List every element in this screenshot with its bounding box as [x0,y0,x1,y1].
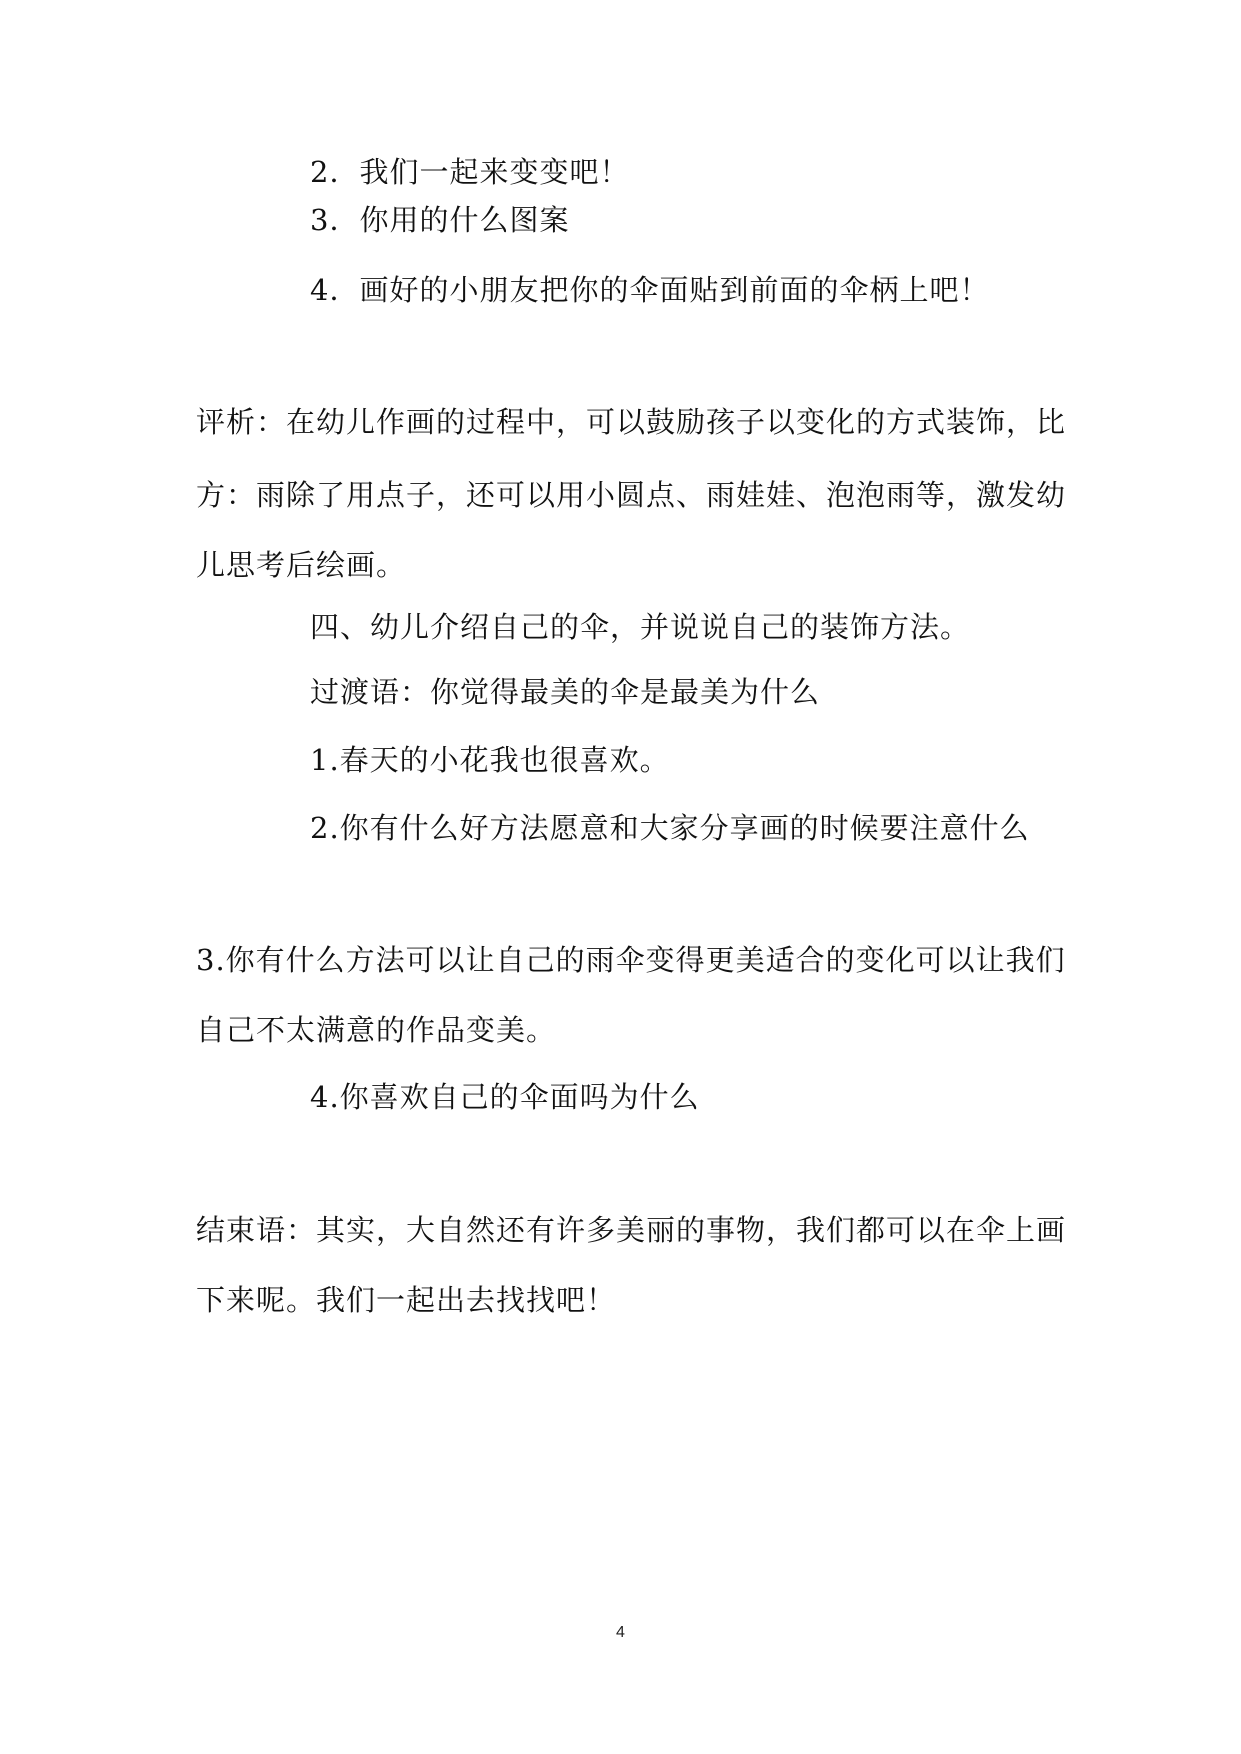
list-item-4: 4．画好的小朋友把你的伞面贴到前面的伞柄上吧！ [310,273,990,307]
commentary-paragraph-line-2: 方：雨除了用点子，还可以用小圆点、雨娃娃、泡泡雨等，激发幼 [196,478,1067,512]
page-number: 4 [616,1624,625,1641]
list-item-2: 2．我们一起来变变吧！ [310,155,630,189]
question-item-2: 2.你有什么好方法愿意和大家分享画的时候要注意什么 [310,811,1030,845]
commentary-paragraph-line-3: 儿思考后绘画。 [196,548,407,582]
question-item-3-line-1: 3.你有什么方法可以让自己的雨伞变得更美适合的变化可以让我们 [196,943,1066,977]
closing-paragraph-line-1: 结束语：其实，大自然还有许多美丽的事物，我们都可以在伞上画 [196,1213,1067,1247]
section-heading-four: 四、幼儿介绍自己的伞，并说说自己的装饰方法。 [310,610,971,644]
question-item-3-line-2: 自己不太满意的作品变美。 [196,1013,557,1047]
transition-line: 过渡语：你觉得最美的伞是最美为什么 [310,675,821,709]
closing-paragraph-line-2: 下来呢。我们一起出去找找吧！ [196,1283,617,1317]
list-item-3: 3．你用的什么图案 [310,203,570,237]
commentary-paragraph-line-1: 评析：在幼儿作画的过程中，可以鼓励孩子以变化的方式装饰，比 [196,405,1067,439]
question-item-1: 1.春天的小花我也很喜欢。 [310,743,670,777]
question-item-4: 4.你喜欢自己的伞面吗为什么 [310,1080,700,1114]
